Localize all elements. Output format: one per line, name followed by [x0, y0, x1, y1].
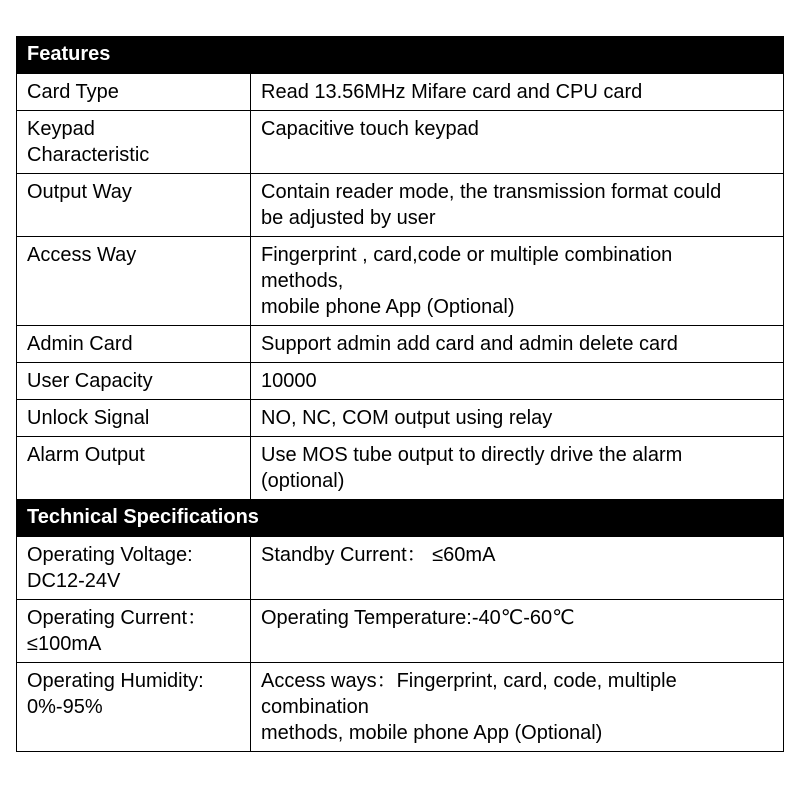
- table-row: [17, 363, 784, 400]
- table-row: [17, 174, 784, 237]
- features-header-row: [17, 37, 784, 74]
- table-row: [17, 400, 784, 437]
- table-row: [17, 437, 784, 500]
- row-value: Capacitive touch keypad: [251, 111, 784, 174]
- row-label: Card Type: [17, 74, 251, 111]
- row-label: Access Way: [17, 237, 251, 326]
- table-row: [17, 74, 784, 111]
- table-row: [17, 663, 784, 752]
- row-value: Contain reader mode, the transmission format could be adjusted by user: [251, 174, 784, 237]
- technical-heading: Technical Specifications: [17, 500, 784, 537]
- row-value: Access ways：Fingerprint, card, code, multiple combination methods, mobile phone App (Optional): [251, 663, 784, 752]
- row-value: Standby Current： ≤60mA: [251, 537, 784, 600]
- table-row: [17, 537, 784, 600]
- row-label: Operating Current： ≤100mA: [17, 600, 251, 663]
- row-value: Use MOS tube output to directly drive the alarm (optional): [251, 437, 784, 500]
- features-heading: Features: [17, 37, 784, 74]
- row-value: Fingerprint , card,code or multiple combination methods, mobile phone App (Optional): [251, 237, 784, 326]
- row-value: Read 13.56MHz Mifare card and CPU card: [251, 74, 784, 111]
- row-label: Operating Voltage: DC12-24V: [17, 537, 251, 600]
- spec-table: [16, 36, 784, 752]
- row-label: Unlock Signal: [17, 400, 251, 437]
- row-label: Keypad Characteristic: [17, 111, 251, 174]
- row-label: Output Way: [17, 174, 251, 237]
- row-label: Operating Humidity: 0%-95%: [17, 663, 251, 752]
- row-value: Operating Temperature:-40℃-60℃: [251, 600, 784, 663]
- table-row: [17, 111, 784, 174]
- row-label: Alarm Output: [17, 437, 251, 500]
- table-row: [17, 600, 784, 663]
- row-value: 10000: [251, 363, 784, 400]
- row-label: Admin Card: [17, 326, 251, 363]
- table-row: [17, 326, 784, 363]
- row-value: Support admin add card and admin delete card: [251, 326, 784, 363]
- technical-header-row: [17, 500, 784, 537]
- table-row: [17, 237, 784, 326]
- row-value: NO, NC, COM output using relay: [251, 400, 784, 437]
- row-label: User Capacity: [17, 363, 251, 400]
